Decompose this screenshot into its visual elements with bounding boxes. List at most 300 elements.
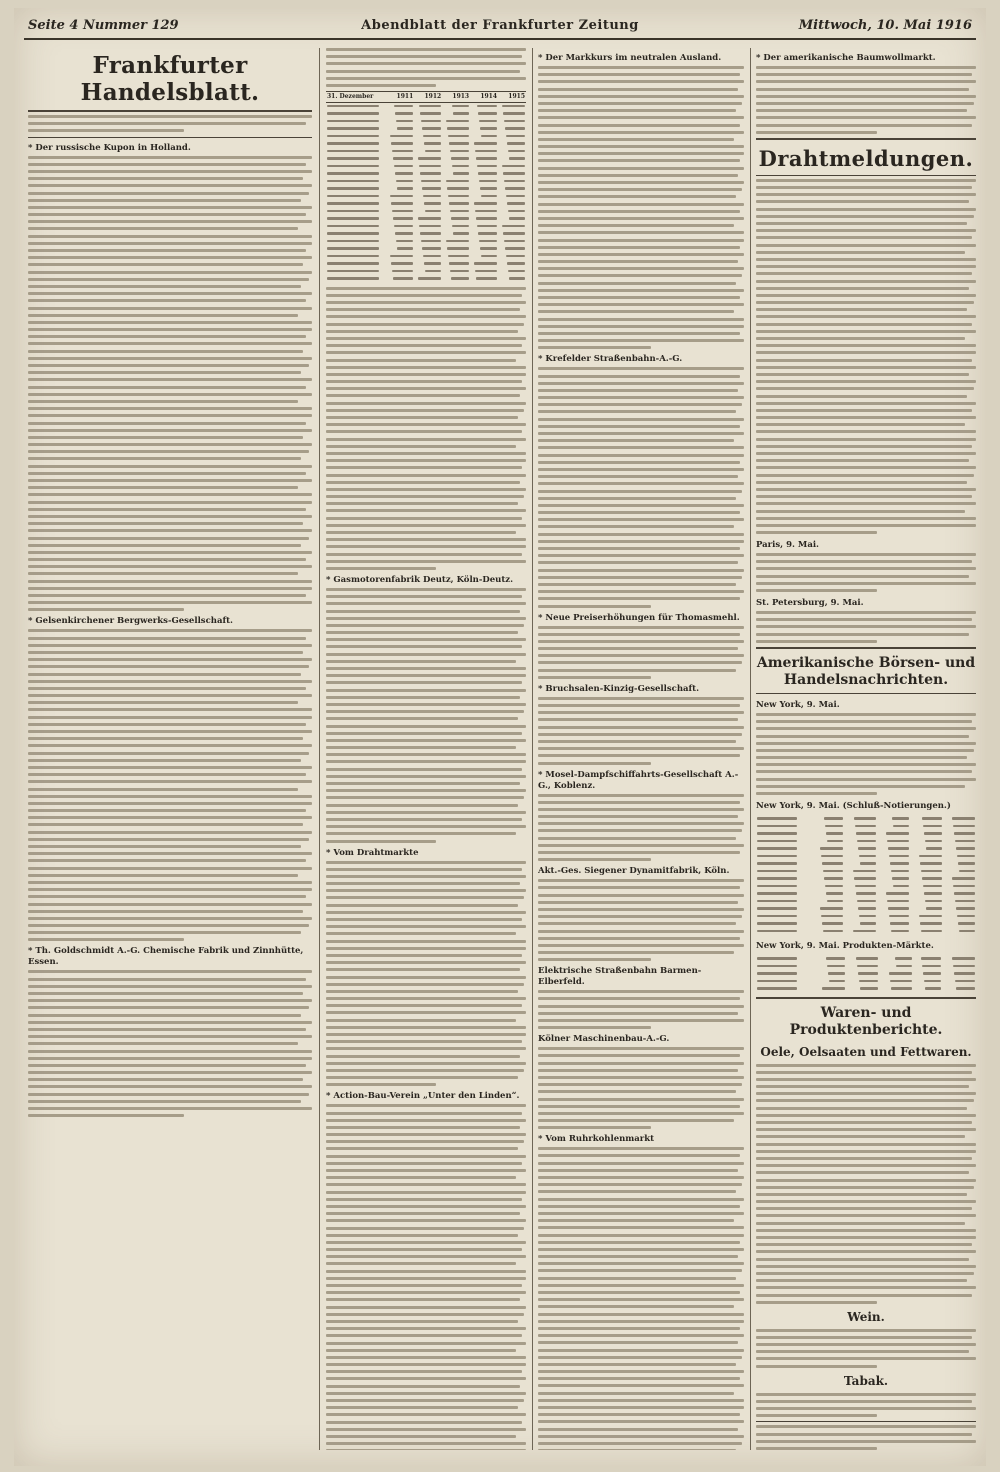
table-cell [811, 860, 844, 868]
table-cell [877, 860, 910, 868]
table-cell [811, 830, 844, 838]
cell-text-bar [421, 180, 441, 183]
text-line [756, 1143, 976, 1146]
table-cell [879, 970, 913, 978]
cell-text-bar [393, 277, 413, 280]
table-row [326, 268, 526, 276]
column-4 [756, 48, 976, 1450]
text-line [28, 701, 298, 704]
text-line [538, 808, 744, 811]
cell-text-bar [958, 922, 975, 925]
table-cell [879, 963, 913, 971]
table-row [326, 215, 526, 223]
text-line [326, 1040, 522, 1043]
text-line [326, 732, 522, 735]
cell-text-bar [452, 225, 469, 228]
cell-text-bar [327, 195, 379, 198]
text-line [756, 618, 972, 621]
cell-text-bar [827, 840, 843, 843]
text-line [326, 294, 522, 297]
text-line [326, 1270, 526, 1273]
table-cell [877, 838, 910, 846]
table-cell [756, 978, 813, 986]
text-line [538, 1370, 744, 1373]
text-line [538, 762, 651, 765]
table-cell [877, 853, 910, 861]
article-body [538, 697, 744, 765]
text-line [326, 330, 518, 333]
table-cell [326, 223, 386, 231]
table-cell [442, 110, 470, 118]
cell-text-bar [327, 165, 379, 168]
table-cell [877, 920, 910, 928]
table-cell [414, 118, 442, 126]
table-cell [386, 148, 414, 156]
text-line [326, 1342, 526, 1345]
cell-text-bar [424, 262, 441, 265]
text-line [28, 177, 303, 180]
cell-text-bar [896, 965, 912, 968]
cell-text-bar [826, 892, 843, 895]
table-cell [326, 170, 386, 178]
text-line [326, 495, 524, 498]
table-cell [811, 838, 844, 846]
cell-text-bar [860, 862, 876, 865]
text-line [326, 337, 526, 340]
table-cell [756, 913, 811, 921]
table-cell [386, 268, 414, 276]
table-cell [386, 163, 414, 171]
table-row [756, 883, 976, 891]
text-line [538, 676, 651, 679]
article-headline: * Bruchsalen-Kinzig-Gesellschaft. [538, 683, 700, 694]
text-line [756, 567, 976, 570]
table-cell [756, 905, 811, 913]
text-line [28, 744, 312, 747]
text-line [756, 244, 976, 247]
table-cell [879, 985, 913, 993]
cell-text-bar [757, 972, 797, 975]
text-line [28, 651, 303, 654]
cell-text-bar [394, 105, 413, 108]
cell-text-bar [855, 885, 876, 888]
table-cell [813, 985, 847, 993]
table-row [756, 985, 976, 993]
text-line [28, 314, 298, 317]
cell-text-bar [447, 187, 469, 190]
cell-text-bar [859, 980, 878, 983]
text-line [756, 756, 967, 759]
table-cell [386, 208, 414, 216]
table-cell [498, 275, 526, 283]
table-cell [442, 178, 470, 186]
text-line [538, 1334, 744, 1337]
cell-text-bar [327, 150, 379, 153]
text-line [538, 937, 740, 940]
text-line [538, 188, 742, 191]
table-cell [910, 890, 943, 898]
cell-text-bar [504, 120, 525, 123]
text-line [538, 504, 744, 507]
text-line [28, 999, 312, 1002]
text-line [756, 1250, 976, 1253]
table-cell [414, 170, 442, 178]
text-line [326, 445, 516, 448]
table-cell [442, 200, 470, 208]
reprint-note [28, 115, 312, 132]
cell-text-bar [481, 135, 497, 138]
table-body [756, 955, 976, 993]
cell-text-bar [856, 892, 876, 895]
divider [756, 693, 976, 694]
cell-text-bar [506, 255, 525, 258]
text-line [538, 801, 740, 804]
text-line [326, 1298, 520, 1301]
cell-text-bar [453, 172, 469, 175]
table-cell [811, 883, 844, 891]
text-line [756, 785, 965, 788]
cell-text-bar [953, 825, 975, 828]
text-line [28, 156, 312, 159]
cell-text-bar [888, 907, 909, 910]
text-line [326, 301, 526, 304]
article-body [326, 861, 526, 1087]
cell-text-bar [447, 127, 469, 130]
text-line [28, 1014, 301, 1017]
cell-text-bar [757, 870, 797, 873]
text-line [326, 502, 518, 505]
text-line [538, 540, 744, 543]
cell-text-bar [824, 877, 843, 880]
text-line [28, 1042, 298, 1045]
table-cell [442, 230, 470, 238]
table-cell [910, 823, 943, 831]
text-line [326, 323, 524, 326]
table-cell [326, 245, 386, 253]
cell-text-bar [757, 840, 797, 843]
text-line [756, 373, 969, 376]
cell-text-bar [479, 120, 497, 123]
cell-text-bar [479, 180, 497, 183]
text-line [326, 832, 516, 835]
text-line [756, 344, 976, 347]
cell-text-bar [893, 825, 909, 828]
text-line [756, 131, 877, 134]
text-line [28, 838, 309, 841]
text-line [326, 918, 522, 921]
text-line [538, 1012, 738, 1015]
text-line [756, 1200, 976, 1203]
text-line [326, 1147, 518, 1150]
table-cell [414, 260, 442, 268]
cell-text-bar [757, 987, 797, 990]
table-cell [498, 125, 526, 133]
text-line [28, 1114, 184, 1117]
text-line [326, 1377, 526, 1380]
text-line [28, 357, 312, 360]
text-line [326, 653, 526, 656]
cell-text-bar [421, 240, 441, 243]
cell-text-bar [956, 847, 975, 850]
text-line [538, 73, 740, 76]
table-cell [756, 890, 811, 898]
cell-text-bar [450, 150, 469, 153]
text-line [28, 608, 184, 611]
text-line [28, 522, 303, 525]
text-line [28, 580, 312, 583]
cell-text-bar [826, 832, 843, 835]
text-line [28, 551, 312, 554]
text-line [538, 1169, 738, 1172]
text-line [756, 416, 976, 419]
text-line [756, 323, 972, 326]
text-line [326, 624, 524, 627]
cell-text-bar [925, 840, 942, 843]
cell-text-bar [327, 210, 379, 213]
text-line [326, 1133, 526, 1136]
text-line [28, 694, 312, 697]
text-line [28, 544, 301, 547]
text-line [538, 1062, 744, 1065]
cell-text-bar [891, 930, 909, 933]
table-cell [386, 223, 414, 231]
table-cell [943, 823, 976, 831]
article-body [326, 287, 526, 570]
text-line [28, 1107, 312, 1110]
article-headline: * Der Markkurs im neutralen Ausland. [538, 53, 722, 63]
cell-text-bar [921, 957, 941, 960]
text-line [756, 633, 969, 636]
table-cell [386, 170, 414, 178]
text-line [756, 1157, 972, 1160]
text-line [538, 1047, 744, 1050]
table-row [756, 890, 976, 898]
table-cell [498, 185, 526, 193]
text-line [756, 380, 976, 383]
text-line [326, 359, 516, 362]
cell-text-bar [503, 172, 525, 175]
table-cell [913, 978, 943, 986]
text-line [756, 330, 976, 333]
cell-text-bar [447, 247, 469, 250]
cell-text-bar [327, 232, 379, 235]
cell-text-bar [419, 165, 441, 168]
text-line [326, 1248, 522, 1251]
cell-text-bar [451, 157, 469, 160]
drahtmeldungen-body [756, 179, 976, 534]
text-line [28, 465, 312, 468]
table-cell [756, 970, 813, 978]
text-line [326, 645, 522, 648]
text-line [326, 545, 526, 548]
table-cell [414, 275, 442, 283]
table-row [326, 118, 526, 126]
text-line [326, 366, 526, 369]
cell-text-bar [327, 262, 379, 265]
text-line [538, 1069, 738, 1072]
text-line [326, 804, 518, 807]
table-cell [442, 155, 470, 163]
table-row [326, 102, 526, 110]
cell-text-bar [474, 202, 497, 205]
table-cell [910, 875, 943, 883]
cell-text-bar [391, 262, 413, 265]
text-line [326, 1399, 524, 1402]
text-line [756, 102, 974, 105]
text-line [756, 1064, 976, 1067]
text-line [538, 726, 744, 729]
text-line [28, 307, 312, 310]
cell-text-bar [859, 855, 876, 858]
text-line [28, 658, 312, 661]
table-cell [442, 253, 470, 261]
text-line [538, 794, 744, 797]
table-cell [942, 978, 976, 986]
text-line [538, 152, 744, 155]
cell-text-bar [502, 165, 525, 168]
text-line [538, 210, 740, 213]
cell-text-bar [857, 840, 876, 843]
cell-text-bar [919, 855, 942, 858]
paris-quotes [756, 553, 976, 592]
table-cell [943, 868, 976, 876]
text-line [28, 242, 312, 245]
cell-text-bar [889, 972, 912, 975]
table-cell [844, 928, 877, 936]
text-line [538, 1119, 734, 1122]
cell-text-bar [327, 255, 379, 258]
text-line [756, 589, 877, 592]
text-line [538, 1026, 651, 1029]
text-line [538, 1392, 734, 1395]
text-line [538, 231, 744, 234]
table-cell [326, 102, 386, 110]
cell-text-bar [508, 150, 525, 153]
table-cell [811, 920, 844, 928]
newyork-body [756, 713, 976, 795]
text-line [538, 1112, 744, 1115]
cell-text-bar [857, 900, 876, 903]
text-line [28, 407, 312, 410]
cell-text-bar [476, 217, 497, 220]
text-line [756, 315, 976, 318]
text-line [28, 558, 306, 561]
text-line [538, 640, 744, 643]
text-line [756, 1179, 976, 1182]
table-cell [326, 230, 386, 238]
text-line [538, 217, 744, 220]
text-line [28, 450, 309, 453]
drahtmeldungen-title: Drahtmeldungen. [758, 145, 974, 171]
cell-text-bar [889, 915, 909, 918]
cell-text-bar [396, 240, 413, 243]
text-line [538, 332, 740, 335]
table-cell [844, 905, 877, 913]
text-line [28, 629, 312, 632]
table-cell [811, 890, 844, 898]
text-line [326, 1062, 526, 1065]
text-line [538, 533, 744, 536]
text-line [326, 402, 526, 405]
text-line [326, 1406, 518, 1409]
text-line [28, 978, 306, 981]
cell-text-bar [392, 270, 413, 273]
cell-text-bar [823, 930, 843, 933]
wein-label: Wein. [847, 1309, 885, 1324]
text-line [538, 482, 744, 485]
table-cell [470, 200, 498, 208]
text-line [756, 1222, 965, 1225]
table-cell [470, 110, 498, 118]
article-body [326, 1104, 526, 1450]
text-line [326, 868, 522, 871]
text-line [538, 1449, 736, 1450]
text-line [326, 1033, 526, 1036]
text-line [538, 181, 744, 184]
cell-text-bar [923, 972, 941, 975]
cell-text-bar [953, 885, 975, 888]
text-line [538, 1126, 651, 1129]
text-line [28, 328, 312, 331]
table-cell [442, 102, 470, 110]
table-cell [470, 230, 498, 238]
table-cell [326, 238, 386, 246]
text-line [28, 910, 303, 913]
text-line [538, 432, 744, 435]
cell-text-bar [509, 217, 525, 220]
table-cell [877, 845, 910, 853]
text-line [326, 911, 526, 914]
text-line [756, 1440, 976, 1443]
cell-text-bar [956, 907, 975, 910]
text-line [538, 576, 742, 579]
cell-text-bar [448, 255, 469, 258]
text-line [538, 1098, 744, 1101]
text-line [326, 488, 526, 491]
text-line [538, 1241, 740, 1244]
text-line [538, 1019, 744, 1022]
text-line [326, 674, 526, 677]
text-line [538, 1327, 740, 1330]
text-line [28, 493, 312, 496]
text-line [538, 583, 736, 586]
text-line [538, 697, 744, 700]
column-rule [532, 48, 533, 1450]
table-cell [877, 928, 910, 936]
table-cell [386, 178, 414, 186]
cell-text-bar [396, 180, 413, 183]
article-headline: Akt.-Ges. Siegener Dynamitfabrik, Köln. [538, 866, 730, 877]
text-line [756, 502, 976, 505]
text-line [538, 461, 740, 464]
table-cell [756, 898, 811, 906]
text-line [538, 1428, 738, 1431]
text-line [28, 486, 298, 489]
text-line [538, 590, 744, 593]
text-line [538, 1176, 744, 1179]
table-cell [846, 970, 878, 978]
table-row [756, 905, 976, 913]
table-row [326, 155, 526, 163]
table-cell [910, 830, 943, 838]
cell-text-bar [475, 150, 497, 153]
table-cell [913, 963, 943, 971]
table-cell [498, 170, 526, 178]
table-cell [326, 275, 386, 283]
paris-label: Paris, 9. Mai. [756, 540, 820, 551]
table-cell [386, 215, 414, 223]
table-cell [811, 898, 844, 906]
